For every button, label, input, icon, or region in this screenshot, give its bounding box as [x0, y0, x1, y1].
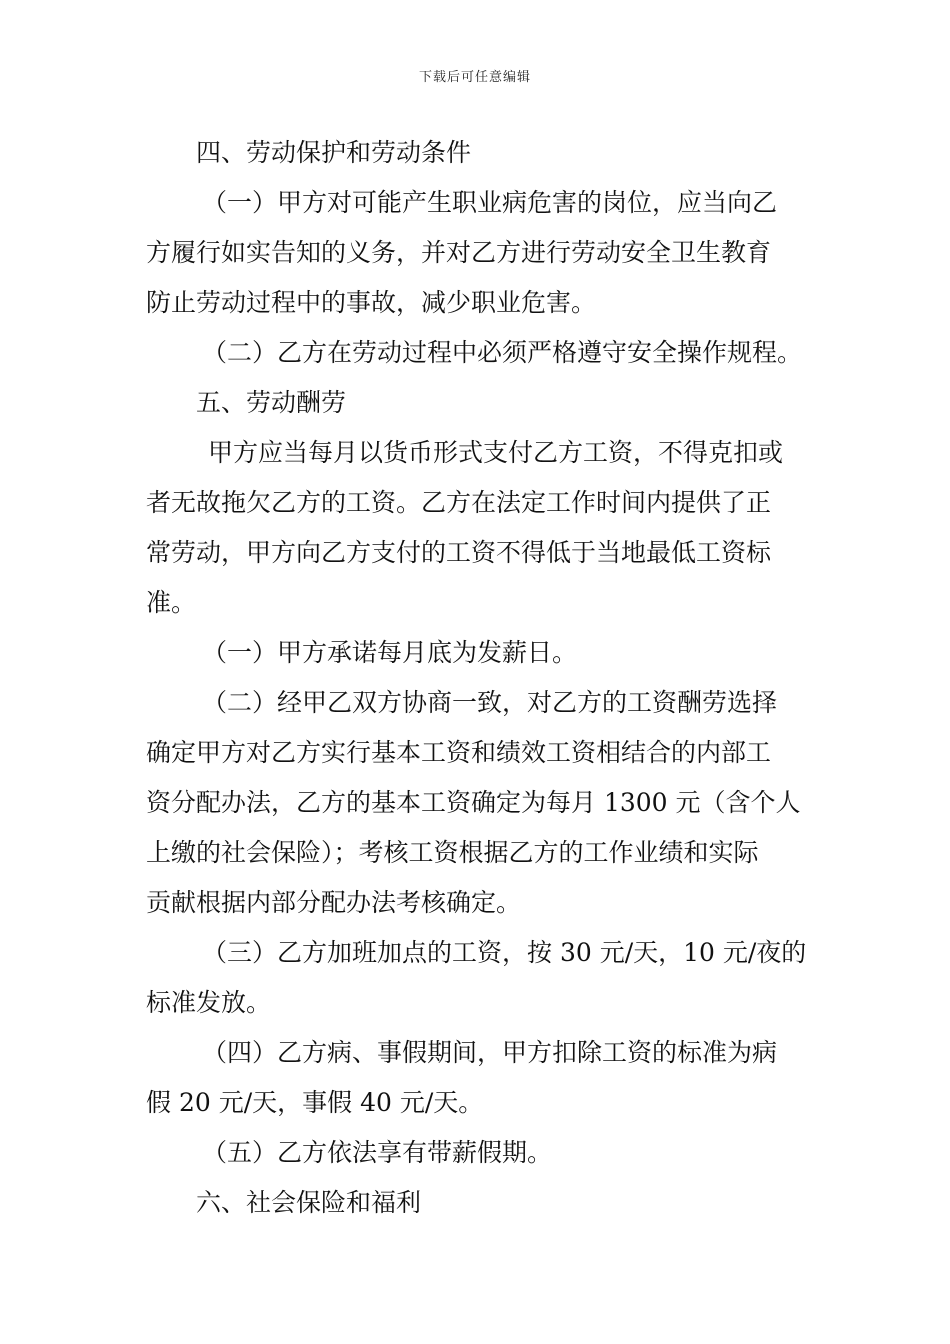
paragraph-line: （一）甲方对可能产生职业病危害的岗位，应当向乙 — [202, 188, 778, 217]
paragraph-line: （五）乙方依法享有带薪假期。 — [202, 1138, 553, 1167]
paragraph-line: （三）乙方加班加点的工资，按 30 元/天，10 元/夜的 — [202, 938, 807, 967]
paragraph-line: 确定甲方对乙方实行基本工资和绩效工资相结合的内部工 — [146, 738, 772, 767]
section-heading-labor-remuneration: 五、劳动酬劳 — [196, 388, 347, 417]
paragraph-line: 防止劳动过程中的事故，减少职业危害。 — [146, 288, 597, 317]
paragraph-line: （二）经甲乙双方协商一致，对乙方的工资酬劳选择 — [202, 688, 778, 717]
paragraph-line: 上缴的社会保险）；考核工资根据乙方的工作业绩和实际 — [146, 838, 759, 867]
paragraph-line: 假 20 元/天，事假 40 元/天。 — [146, 1088, 484, 1117]
section-heading-labor-protection: 四、劳动保护和劳动条件 — [196, 138, 472, 167]
paragraph-line: 标准发放。 — [146, 988, 272, 1017]
paragraph-line: 常劳动，甲方向乙方支付的工资不得低于当地最低工资标 — [146, 538, 772, 567]
paragraph-line: 准。 — [146, 588, 197, 617]
paragraph-line: 方履行如实告知的义务，并对乙方进行劳动安全卫生教育 — [146, 238, 772, 267]
paragraph-line: （二）乙方在劳动过程中必须严格遵守安全操作规程。 — [202, 338, 803, 367]
section-heading-social-insurance: 六、社会保险和福利 — [196, 1188, 422, 1217]
document-body — [146, 128, 810, 1228]
paragraph-line: 资分配办法，乙方的基本工资确定为每月 1300 元（含个人 — [146, 788, 801, 817]
paragraph-line: （四）乙方病、事假期间，甲方扣除工资的标准为病 — [202, 1038, 778, 1067]
paragraph-line: （一）甲方承诺每月底为发薪日。 — [202, 638, 578, 667]
page-header-note: 下载后可任意编辑 — [418, 70, 531, 85]
paragraph-line: 贡献根据内部分配办法考核确定。 — [146, 888, 522, 917]
paragraph-line: 甲方应当每月以货币形式支付乙方工资，不得克扣或 — [208, 438, 784, 467]
paragraph-line: 者无故拖欠乙方的工资。乙方在法定工作时间内提供了正 — [146, 488, 772, 517]
